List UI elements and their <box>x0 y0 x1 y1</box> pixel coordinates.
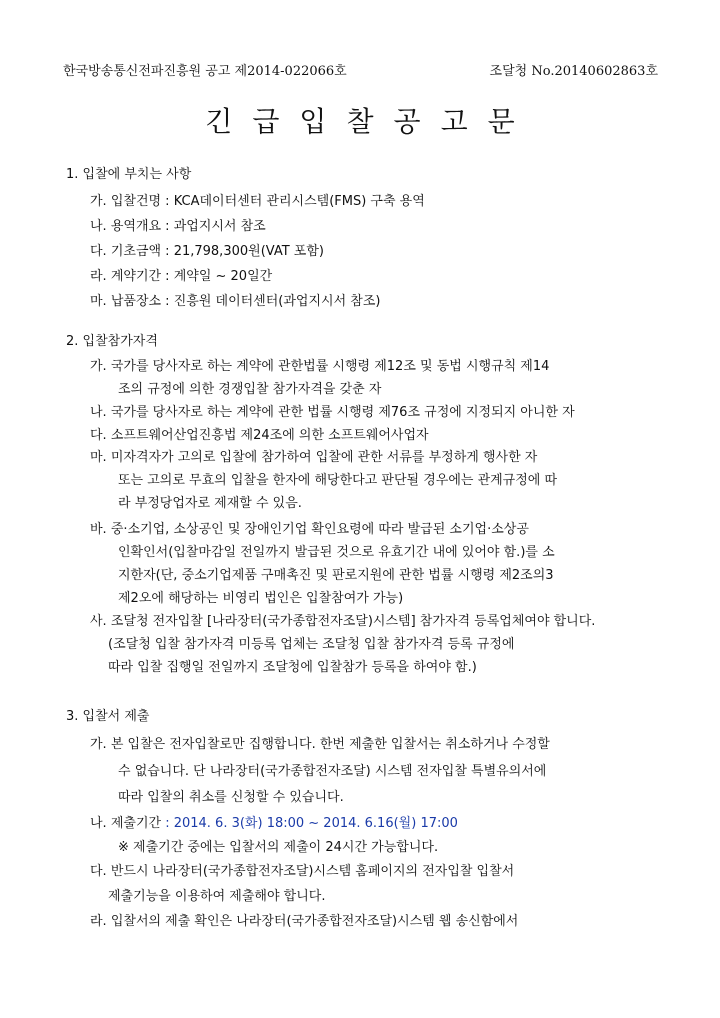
s1-item-b: 나. 용역개요 : 과업지시서 참조 <box>90 219 266 234</box>
section-2-heading: 2. 입찰참가자격 <box>66 334 158 349</box>
s2-item-e-line3: 지한자(단, 중소기업제품 구매촉진 및 판로지원에 관한 법률 시행령 제2조의3 <box>118 568 554 583</box>
s2-item-d-line3: 라 부정당업자로 제재할 수 있음. <box>118 496 302 511</box>
s2-item-d-line1: 마. 미자격자가 고의로 입찰에 참가하여 입찰에 관한 서류를 부정하게 행사한 자 <box>90 450 538 465</box>
s2-item-g-line2: 따라 입찰 집행일 전일까지 조달청에 입찰참가 등록을 하여야 함.) <box>108 660 477 675</box>
s2-item-g-line1: (조달청 입찰 참가자격 미등록 업체는 조달청 입찰 참가자격 등록 규정에 <box>108 637 515 652</box>
s3-item-b-note: ※ 제출기간 중에는 입찰서의 제출이 24시간 가능합니다. <box>118 840 439 855</box>
s1-item-a: 가. 입찰건명 : KCA데이터센터 관리시스템(FMS) 구축 용역 <box>90 194 425 209</box>
s1-item-d: 라. 계약기간 : 계약일 ~ 20일간 <box>90 269 273 284</box>
section-1-heading: 1. 입찰에 부치는 사항 <box>66 167 192 182</box>
s2-item-c: 다. 소프트웨어산업진흥법 제24조에 의한 소프트웨어사업자 <box>90 428 429 443</box>
s2-item-b: 나. 국가를 당사자로 하는 계약에 관한 법률 시행령 제76조 규정에 지정되지 아니한 자 <box>90 405 575 420</box>
notice-number: 한국방송통신전파진흥원 공고 제2014-022066호 <box>63 64 347 79</box>
section-3-heading: 3. 입찰서 제출 <box>66 709 150 724</box>
s3-item-a-line2: 수 없습니다. 단 나라장터(국가종합전자조달) 시스템 전자입찰 특별유의서에 <box>118 764 547 779</box>
submission-period: : 2014. 6. 3(화) 18:00 ~ 2014. 6.16(월) 17:00 <box>165 816 458 831</box>
s3-item-d-line1: 라. 입찰서의 제출 확인은 나라장터(국가종합전자조달)시스템 웹 송신함에서 <box>90 914 519 929</box>
s2-item-e-line1: 바. 중·소기업, 소상공인 및 장애인기업 확인요령에 따라 발급된 소기업·소상공 <box>90 522 529 537</box>
s3-item-a-line1: 가. 본 입찰은 전자입찰로만 집행합니다. 한번 제출한 입찰서는 취소하거나 수정할 <box>90 737 550 752</box>
s1-item-c: 다. 기초금액 : 21,798,300원(VAT 포함) <box>90 244 324 259</box>
s2-item-f: 사. 조달청 전자입찰 [나라장터(국가종합전자조달)시스템] 참가자격 등록업체여야 합니다. <box>90 614 596 629</box>
s2-item-a-line1: 가. 국가를 당사자로 하는 계약에 관한법률 시행령 제12조 및 동법 시행규칙 제14 <box>90 359 550 374</box>
s3-item-c-line2: 제출기능을 이용하여 제출해야 합니다. <box>108 889 326 904</box>
s2-item-e-line2: 인확인서(입찰마감일 전일까지 발급된 것으로 유효기간 내에 있어야 함.)를 소 <box>118 545 555 560</box>
s2-item-e-line4: 제2오에 해당하는 비영리 법인은 입찰참여가 가능) <box>118 591 404 606</box>
s3-item-c-line1: 다. 반드시 나라장터(국가종합전자조달)시스템 홈페이지의 전자입찰 입찰서 <box>90 864 515 879</box>
procurement-number: 조달청 No.20140602863호 <box>489 64 658 79</box>
s2-item-a-line2: 조의 규정에 의한 경쟁입찰 참가자격을 갖춘 자 <box>118 382 382 397</box>
s3-item-b-label: 나. 제출기간 <box>90 816 166 831</box>
s3-item-b <box>90 812 458 831</box>
page-title: 긴급입찰공고문 <box>205 105 535 138</box>
s2-item-d-line2: 또는 고의로 무효의 입찰을 한자에 해당한다고 판단될 경우에는 관계규정에 따 <box>118 473 558 488</box>
s3-item-a-line3: 따라 입찰의 취소를 신청할 수 있습니다. <box>118 790 344 805</box>
s1-item-e: 마. 납품장소 : 진흥원 데이터센터(과업지시서 참조) <box>90 294 381 309</box>
